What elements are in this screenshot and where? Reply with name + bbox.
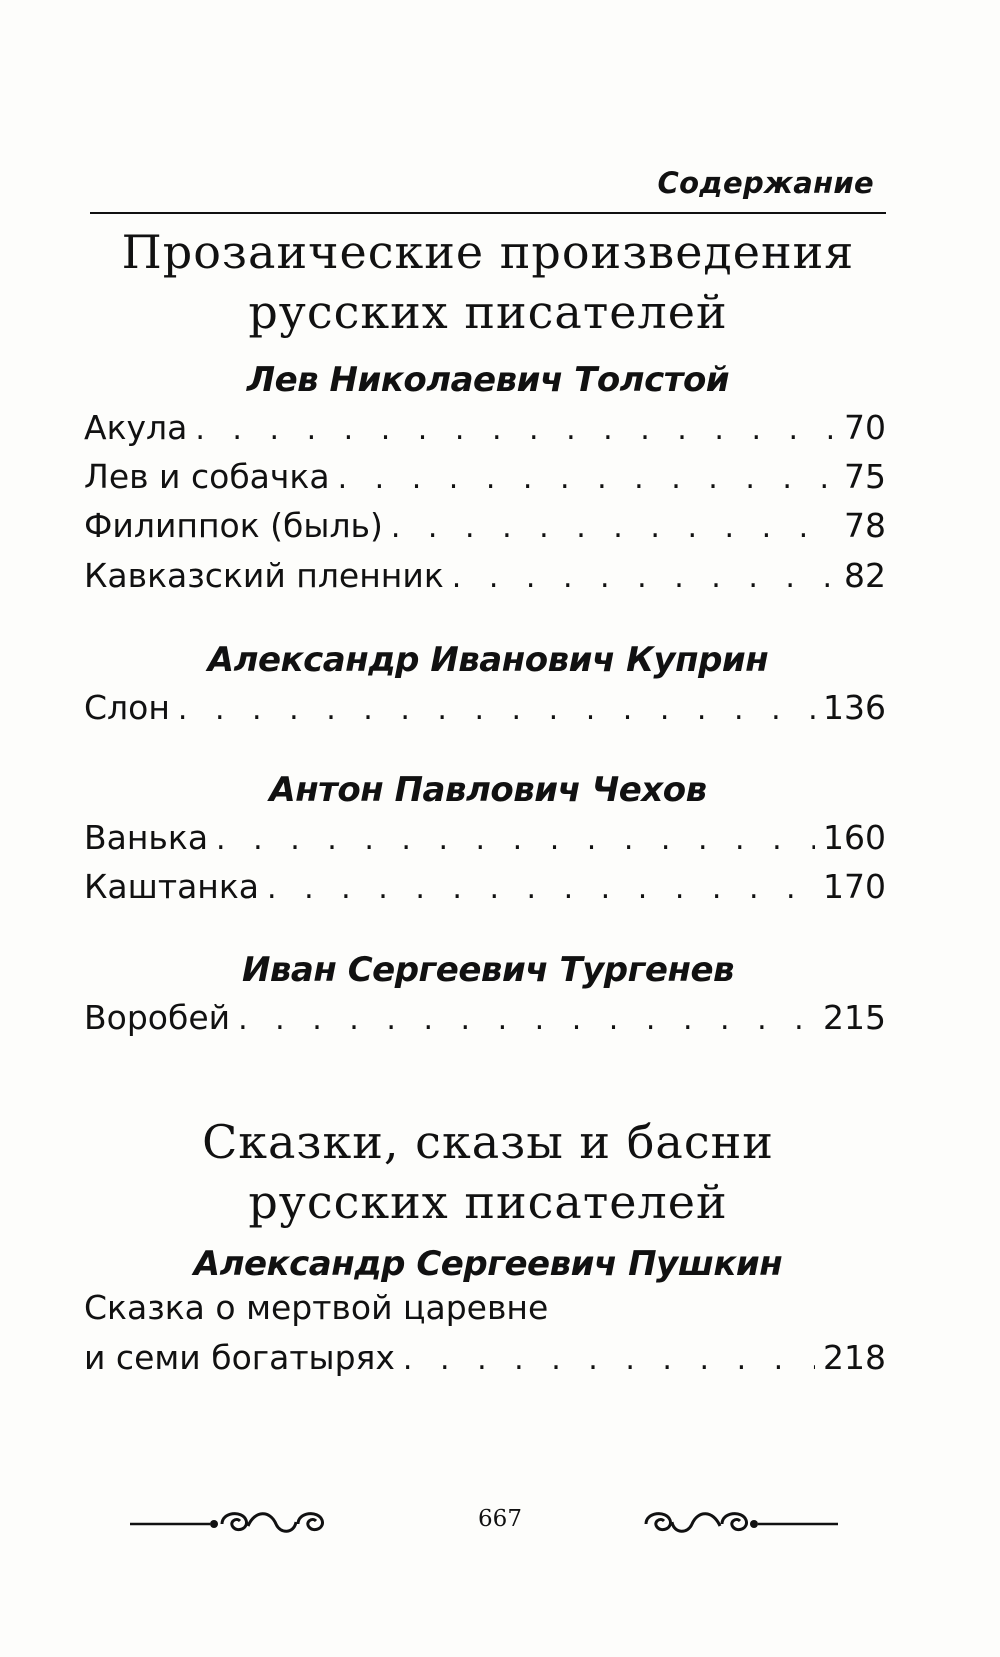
dot-leader xyxy=(238,1002,815,1037)
toc-entry[interactable] xyxy=(84,1338,886,1382)
running-head-title: Содержание xyxy=(657,166,874,200)
toc-entry[interactable] xyxy=(84,688,886,732)
section-title xyxy=(90,222,886,342)
entry-title: Кавказский пленник xyxy=(84,556,444,595)
toc-entry[interactable] xyxy=(84,818,886,862)
author-name: Александр Сергеевич Пушкин xyxy=(193,1244,783,1284)
section-title-line: Сказки, сказы и басни xyxy=(202,1115,774,1169)
dot-leader xyxy=(391,510,836,545)
entry-page: 215 xyxy=(823,998,886,1037)
toc-entry[interactable] xyxy=(84,998,886,1042)
toc-entry[interactable] xyxy=(84,556,886,600)
scroll-ornament-icon xyxy=(130,1502,340,1542)
entry-page: 136 xyxy=(823,688,886,727)
entry-title: Слон xyxy=(84,688,170,727)
dot-leader xyxy=(452,560,836,595)
author-name: Александр Иванович Куприн xyxy=(207,640,769,680)
entry-page: 70 xyxy=(844,408,886,447)
author-name: Лев Николаевич Толстой xyxy=(246,360,730,400)
page-number: 667 xyxy=(478,1506,522,1532)
page-footer xyxy=(0,1502,1000,1552)
section-title-line: Прозаические произведения xyxy=(121,225,855,279)
author-name: Антон Павлович Чехов xyxy=(269,770,707,810)
entry-title: Акула xyxy=(84,408,188,447)
toc-entry[interactable] xyxy=(84,457,886,501)
dot-leader xyxy=(338,461,836,496)
author-name: Иван Сергеевич Тургенев xyxy=(241,950,735,990)
entry-title: Филиппок (быль) xyxy=(84,506,383,545)
entry-title: Каштанка xyxy=(84,867,260,906)
toc-entry[interactable] xyxy=(84,506,886,550)
section-title xyxy=(90,1112,886,1232)
entry-title: и семи богатырях xyxy=(84,1338,395,1377)
section-title-line: русских писателей xyxy=(248,1175,728,1229)
entry-title: Лев и собачка xyxy=(84,457,330,496)
dot-leader xyxy=(178,692,815,727)
entry-page: 170 xyxy=(823,867,886,906)
entry-page: 160 xyxy=(823,818,886,857)
dot-leader xyxy=(216,822,815,857)
toc-entry[interactable] xyxy=(84,867,886,911)
dot-leader xyxy=(403,1342,815,1377)
scroll-ornament-icon xyxy=(628,1502,838,1542)
entry-page: 218 xyxy=(823,1338,886,1377)
dot-leader xyxy=(267,871,815,906)
running-head xyxy=(90,162,886,214)
entry-page: 75 xyxy=(844,457,886,496)
entry-page: 78 xyxy=(844,506,886,545)
toc-entry[interactable] xyxy=(84,408,886,452)
dot-leader xyxy=(195,412,836,447)
entry-title-line[interactable]: Сказка о мертвой царевне xyxy=(84,1288,549,1327)
section-title-line: русских писателей xyxy=(248,285,728,339)
entry-page: 82 xyxy=(844,556,886,595)
entry-title: Ванька xyxy=(84,818,209,857)
entry-title: Воробей xyxy=(84,998,231,1037)
